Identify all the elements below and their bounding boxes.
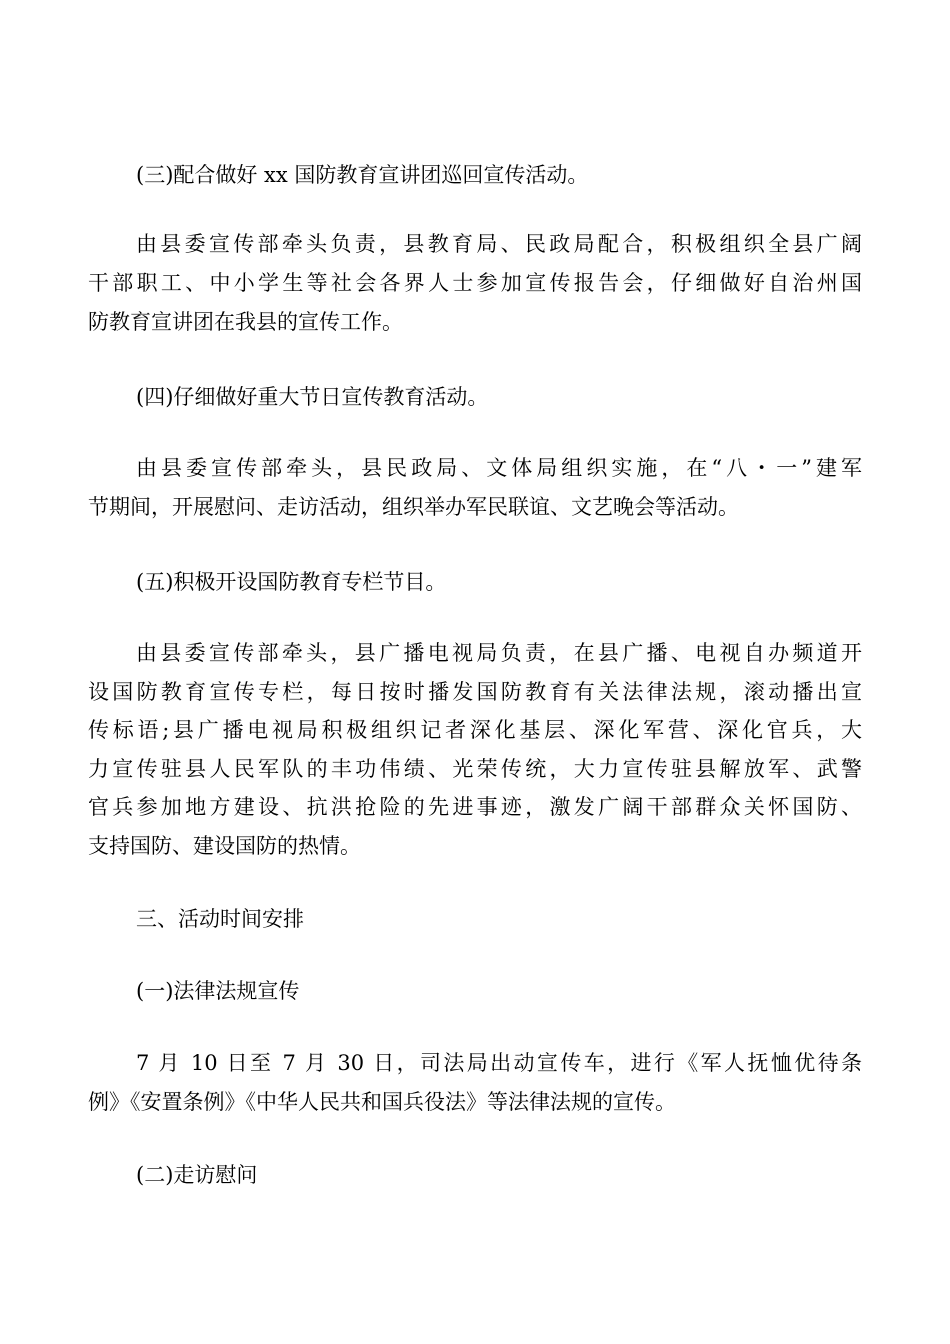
- paragraph-line: 官兵参加地方建设、抗洪抢险的先进事迹，激发广阔干部群众关怀国防、: [88, 795, 862, 819]
- heading-3: (三)配合做好 xx 国防教育宣讲团巡回宣传活动。: [136, 163, 589, 187]
- paragraph-line: 由县委宣传部牵头，县民政局、文体局组织实施，在“八・一”建军: [136, 456, 862, 480]
- paragraph-line: 传标语;县广播电视局积极组织记者深化基层、深化军营、深化官兵，大: [88, 718, 862, 742]
- paragraph-line: 支持国防、建设国防的热情。: [88, 834, 361, 858]
- heading-5: (五)积极开设国防教育专栏节目。: [136, 570, 447, 594]
- heading-4: (四)仔细做好重大节日宣传教育活动。: [136, 385, 489, 409]
- paragraph-line: 防教育宣讲团在我县的宣传工作。: [88, 310, 403, 334]
- heading-1: (一)法律法规宣传: [136, 979, 300, 1003]
- paragraph-line: 力宣传驻县人民军队的丰功伟绩、光荣传统，大力宣传驻县解放军、武警: [88, 757, 862, 781]
- heading-2: (二)走访慰问: [136, 1163, 258, 1187]
- paragraph-line: 由县委宣传部牵头负责，县教育局、民政局配合，积极组织全县广阔: [136, 232, 862, 256]
- paragraph-line: 由县委宣传部牵头，县广播电视局负责，在县广播、电视自办频道开: [136, 641, 862, 665]
- paragraph-line: 干部职工、中小学生等社会各界人士参加宣传报告会，仔细做好自治州国: [88, 271, 862, 295]
- paragraph-line: 例》《安置条例》《中华人民共和国兵役法》等法律法规的宣传。: [88, 1090, 676, 1114]
- paragraph-line: 节期间，开展慰问、走访活动，组织举办军民联谊、文艺晚会等活动。: [88, 495, 739, 519]
- section-heading: 三、活动时间安排: [136, 907, 304, 931]
- paragraph-line: 设国防教育宣传专栏，每日按时播发国防教育有关法律法规，滚动播出宣: [88, 680, 862, 704]
- paragraph-line: 7 月 10 日至 7 月 30 日，司法局出动宣传车，进行《军人抚恤优待条: [136, 1051, 862, 1075]
